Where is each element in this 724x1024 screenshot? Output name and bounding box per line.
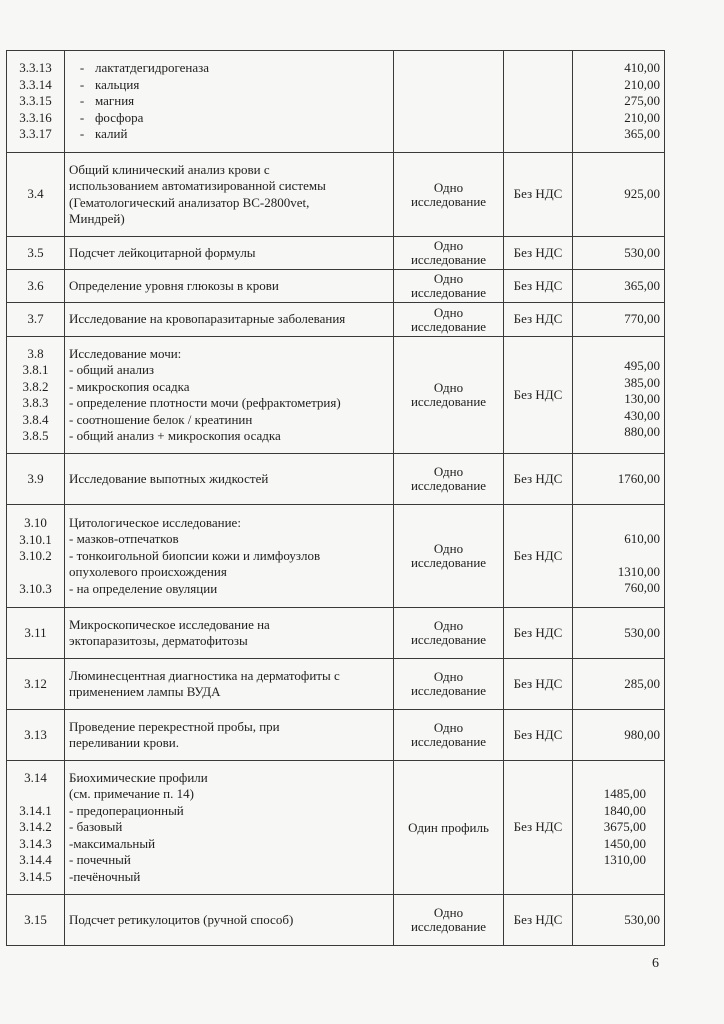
name-line: опухолевого происхождения — [69, 564, 227, 580]
code: 3.8.5 — [22, 428, 49, 443]
name-line: эктопаразитозы, дерматофитозы — [69, 633, 248, 648]
spacer — [11, 565, 60, 581]
vat-cell — [504, 51, 573, 153]
price: 410,00 — [624, 60, 660, 76]
vat-cell: Без НДС — [504, 659, 573, 710]
name-cell — [65, 337, 394, 454]
name-line: Биохимические профили — [69, 769, 208, 785]
price: 610,00 — [624, 531, 660, 547]
code-cell: 3.6 — [7, 270, 65, 303]
code: 3.14.1 — [19, 802, 52, 818]
name-line: - мазков-отпечатков — [69, 531, 179, 547]
unit-line: Одно — [433, 238, 464, 253]
code-cell: 3.5 — [7, 237, 65, 270]
item-name: калий — [95, 126, 128, 142]
price-cell — [573, 761, 665, 895]
code: 3.10.1 — [19, 531, 52, 547]
price: 1485,00 — [603, 786, 646, 802]
unit-cell — [394, 454, 504, 505]
table-row — [7, 303, 665, 337]
name-line: - базовый — [69, 819, 123, 835]
price: 1450,00 — [603, 835, 646, 851]
list-item: - калий — [79, 126, 128, 142]
price: 495,00 — [624, 358, 660, 374]
price-cell — [573, 51, 665, 153]
price: 1310,00 — [617, 563, 660, 579]
name-line: Исследование мочи: — [69, 345, 182, 361]
table-row — [7, 659, 665, 710]
table-row — [7, 153, 665, 237]
code: 3.8.4 — [22, 411, 49, 427]
price-cell: 925,00 — [573, 153, 665, 237]
code: 3.3.14 — [19, 76, 52, 92]
name-cell — [65, 153, 394, 237]
code: 3.10.2 — [19, 548, 52, 563]
name-line: Общий клинический анализ крови с — [69, 161, 270, 177]
name-cell: Подсчет ретикулоцитов (ручной способ) — [65, 895, 394, 946]
table-row — [7, 337, 665, 454]
name-line: - на определение овуляции — [69, 580, 218, 596]
code: 3.14.2 — [19, 819, 52, 834]
code-cell: 3.7 — [7, 303, 65, 337]
unit-cell — [394, 237, 504, 270]
name-line: использованием автоматизированной системы — [69, 178, 326, 193]
price: 880,00 — [624, 424, 660, 440]
name-cell — [65, 51, 394, 153]
unit-cell — [394, 270, 504, 303]
price-cell: 530,00 — [573, 608, 665, 659]
vat-cell: Без НДС — [504, 454, 573, 505]
code: 3.14 — [24, 770, 47, 785]
vat-cell: Без НДС — [504, 153, 573, 237]
name-line: Микроскопическое исследование на — [69, 616, 270, 632]
unit-cell — [394, 659, 504, 710]
price-cell: 285,00 — [573, 659, 665, 710]
unit-line: исследование — [410, 683, 487, 698]
spacer — [11, 787, 60, 803]
unit-line: исследование — [410, 734, 487, 749]
table-row — [7, 51, 665, 153]
code: 3.8.2 — [22, 378, 49, 394]
unit-line: Одно — [433, 720, 464, 735]
name-line: Миндрей) — [69, 211, 125, 226]
name-line: - определение плотности мочи (рефрактометрия) — [69, 395, 341, 410]
vat-cell: Без НДС — [504, 337, 573, 454]
unit-cell: Один профиль — [394, 761, 504, 895]
unit-line: исследование — [410, 193, 487, 209]
unit-line: исследование — [410, 632, 487, 647]
unit-line: Одно — [433, 179, 464, 195]
item-name: фосфора — [95, 109, 144, 125]
price: 3675,00 — [603, 819, 646, 835]
unit-cell — [394, 51, 504, 153]
name-cell: Подсчет лейкоцитарной формулы — [65, 237, 394, 270]
name-line: -максимальный — [69, 835, 156, 851]
name-cell: Определение уровня глюкозы в крови — [65, 270, 394, 303]
vat-cell: Без НДС — [504, 270, 573, 303]
name-cell — [65, 608, 394, 659]
name-cell — [65, 505, 394, 608]
list-item: - лактатдегидрогеназа — [79, 60, 210, 76]
vat-cell: Без НДС — [504, 710, 573, 761]
spacer — [577, 548, 660, 564]
name-cell — [65, 761, 394, 895]
vat-cell: Без НДС — [504, 237, 573, 270]
code-cell — [7, 337, 65, 454]
price: 210,00 — [624, 109, 660, 125]
price: 1310,00 — [603, 852, 646, 868]
unit-line: Одно — [433, 905, 464, 920]
page-number: 6 — [652, 956, 659, 971]
name-line: переливании крови. — [69, 735, 179, 750]
code: 3.3.13 — [19, 60, 52, 76]
price-cell: 980,00 — [573, 710, 665, 761]
code-cell: 3.9 — [7, 454, 65, 505]
unit-cell — [394, 608, 504, 659]
unit-line: исследование — [410, 555, 487, 570]
price: 210,00 — [624, 76, 660, 92]
name-line: - тонкоигольной биопсии кожи и лимфоузлов — [69, 547, 321, 563]
unit-line: исследование — [410, 285, 487, 300]
price-cell: 365,00 — [573, 270, 665, 303]
unit-line: исследование — [410, 318, 487, 334]
table-row — [7, 710, 665, 761]
unit-line: исследование — [410, 478, 487, 493]
unit-line: Одно — [433, 464, 464, 479]
code: 3.10.3 — [19, 580, 52, 596]
name-cell: Исследование выпотных жидкостей — [65, 454, 394, 505]
item-name: лактатдегидрогеназа — [95, 60, 210, 76]
table-row — [7, 761, 665, 895]
name-cell: Исследование на кровопаразитарные заболевания — [65, 303, 394, 337]
item-name: кальция — [95, 76, 140, 92]
table-row — [7, 270, 665, 303]
unit-line: Одно — [433, 304, 464, 320]
item-name: магния — [95, 93, 135, 109]
code-cell — [7, 761, 65, 895]
code-cell: 3.15 — [7, 895, 65, 946]
unit-cell — [394, 337, 504, 454]
code-cell: 3.12 — [7, 659, 65, 710]
code-cell: 3.4 — [7, 153, 65, 237]
unit-cell — [394, 895, 504, 946]
unit-line: Одно — [433, 271, 464, 286]
price: 1840,00 — [603, 802, 646, 818]
price: 275,00 — [624, 93, 660, 109]
price-table — [6, 50, 665, 946]
vat-cell: Без НДС — [504, 303, 573, 337]
code: 3.8 — [27, 345, 44, 361]
name-line: Проведение перекрестной пробы, при — [69, 718, 280, 734]
name-line: - почечный — [69, 852, 131, 868]
price: 365,00 — [624, 126, 660, 142]
price-cell: 1760,00 — [573, 454, 665, 505]
price: 430,00 — [624, 407, 660, 423]
unit-line: исследование — [410, 252, 487, 267]
name-line: - предоперационный — [69, 802, 184, 818]
unit-cell — [394, 303, 504, 337]
vat-cell: Без НДС — [504, 608, 573, 659]
price-cell: 530,00 — [573, 895, 665, 946]
name-line: - соотношение белок / креатинин — [69, 411, 253, 427]
price: 130,00 — [624, 391, 660, 407]
code-cell: 3.11 — [7, 608, 65, 659]
list-item: - кальция — [79, 76, 140, 92]
list-item: - фосфора — [79, 109, 144, 125]
name-line: (см. примечание п. 14) — [69, 786, 194, 802]
unit-line: исследование — [410, 394, 487, 409]
table-row — [7, 237, 665, 270]
code: 3.3.17 — [19, 126, 52, 142]
list-item: - магния — [79, 93, 135, 109]
code: 3.14.5 — [19, 868, 52, 884]
unit-line: Одно — [433, 618, 464, 633]
unit-line: исследование — [410, 919, 487, 934]
name-cell — [65, 710, 394, 761]
code: 3.3.16 — [19, 109, 52, 125]
vat-cell: Без НДС — [504, 761, 573, 895]
name-line: Цитологическое исследование: — [69, 514, 241, 530]
unit-cell — [394, 710, 504, 761]
vat-cell: Без НДС — [504, 895, 573, 946]
unit-cell — [394, 153, 504, 237]
name-line: - общий анализ + микроскопия осадка — [69, 428, 281, 443]
name-cell — [65, 659, 394, 710]
unit-line: Одно — [433, 541, 464, 556]
code: 3.10 — [24, 515, 47, 530]
unit-line: Одно — [433, 380, 464, 395]
table-row — [7, 505, 665, 608]
code-cell — [7, 505, 65, 608]
unit-line: Одно — [433, 669, 464, 684]
code: 3.8.3 — [22, 395, 49, 410]
price: 385,00 — [624, 374, 660, 390]
price-cell: 530,00 — [573, 237, 665, 270]
name-line: - общий анализ — [69, 362, 155, 377]
vat-cell: Без НДС — [504, 505, 573, 608]
name-line: Люминесцентная диагностика на дерматофиты с — [69, 667, 340, 683]
code: 3.3.15 — [19, 93, 52, 109]
name-line: применением лампы ВУДА — [69, 684, 221, 699]
name-line: (Гематологический анализатор BC-2800vet, — [69, 194, 310, 210]
table-row — [7, 608, 665, 659]
name-line: - микроскопия осадка — [69, 378, 190, 394]
table-row — [7, 454, 665, 505]
code: 3.8.1 — [22, 362, 49, 377]
code-cell: 3.13 — [7, 710, 65, 761]
price: 760,00 — [624, 580, 660, 596]
unit-cell — [394, 505, 504, 608]
name-line: -печёночный — [69, 868, 141, 884]
table-row — [7, 895, 665, 946]
price-cell: 770,00 — [573, 303, 665, 337]
code: 3.14.3 — [19, 835, 52, 851]
price-cell — [573, 337, 665, 454]
price-cell — [573, 505, 665, 608]
code-cell — [7, 51, 65, 153]
code: 3.14.4 — [19, 852, 52, 867]
